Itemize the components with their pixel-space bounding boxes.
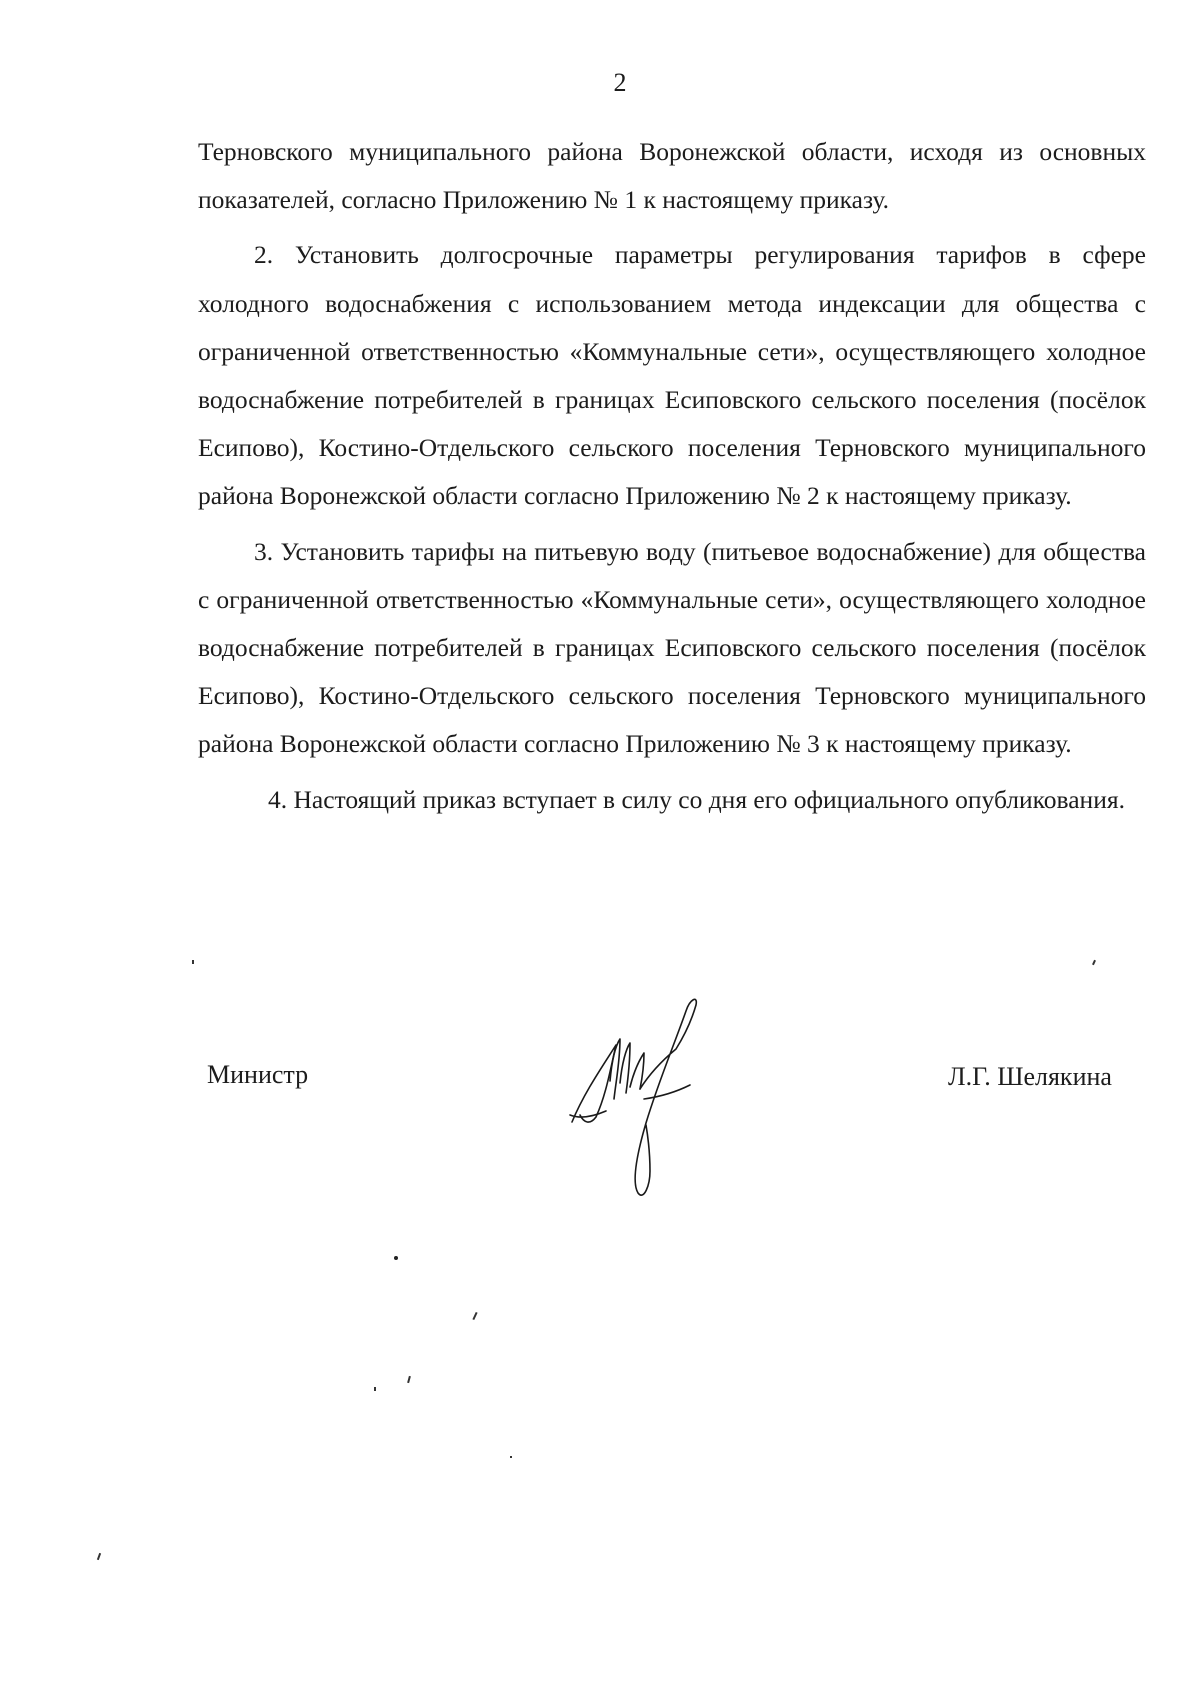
scan-speck bbox=[407, 1376, 411, 1383]
signatory-position: Министр bbox=[207, 1060, 309, 1089]
scan-speck bbox=[394, 1256, 398, 1260]
scan-speck bbox=[97, 1553, 101, 1560]
scan-speck bbox=[1092, 960, 1096, 965]
signatory-name: Л.Г. Шелякина bbox=[948, 1062, 1112, 1091]
scan-speck bbox=[472, 1312, 477, 1320]
scan-speck bbox=[510, 1456, 512, 1458]
paragraph-2: 2. Установить долгосрочные параметры регулирования тарифов в сфере холодного водоснабжения с использованием метода индексации для общества с ограниченной ответственностью «Коммунальные сети», осуществляющего холодное водоснабжение потребителей в границах Есиповского сельского поселения (посёлок Есипово), Костино-Отдельского сельского поселения Терновского муниципального района Воронежской области согласно Приложению № 2 к настоящему приказу. bbox=[198, 240, 1146, 511]
paragraph-3: 3. Установить тарифы на питьевую воду (питьевое водоснабжение) для общества с ограниченной ответственностью «Коммунальные сети», осуществляющего холодное водоснабжение потребителей в границах Есиповского сельского поселения (посёлок Есипово), Костино-Отдельского сельского поселения Терновского муниципального района Воронежской области согласно Приложению № 3 к настоящему приказу. bbox=[198, 536, 1146, 759]
paragraph-1-continuation: Терновского муниципального района Воронежской области, исходя из основных показателей, согласно Приложению № 1 к настоящему приказу. bbox=[198, 137, 1146, 215]
paragraph-4: 4. Настоящий приказ вступает в силу со дня его официального опубликования. bbox=[268, 784, 1125, 814]
handwritten-signature bbox=[550, 975, 740, 1205]
page-number: 2 bbox=[613, 68, 627, 97]
scan-speck bbox=[374, 1387, 376, 1391]
scan-speck bbox=[192, 960, 194, 964]
document-body bbox=[198, 128, 1146, 824]
